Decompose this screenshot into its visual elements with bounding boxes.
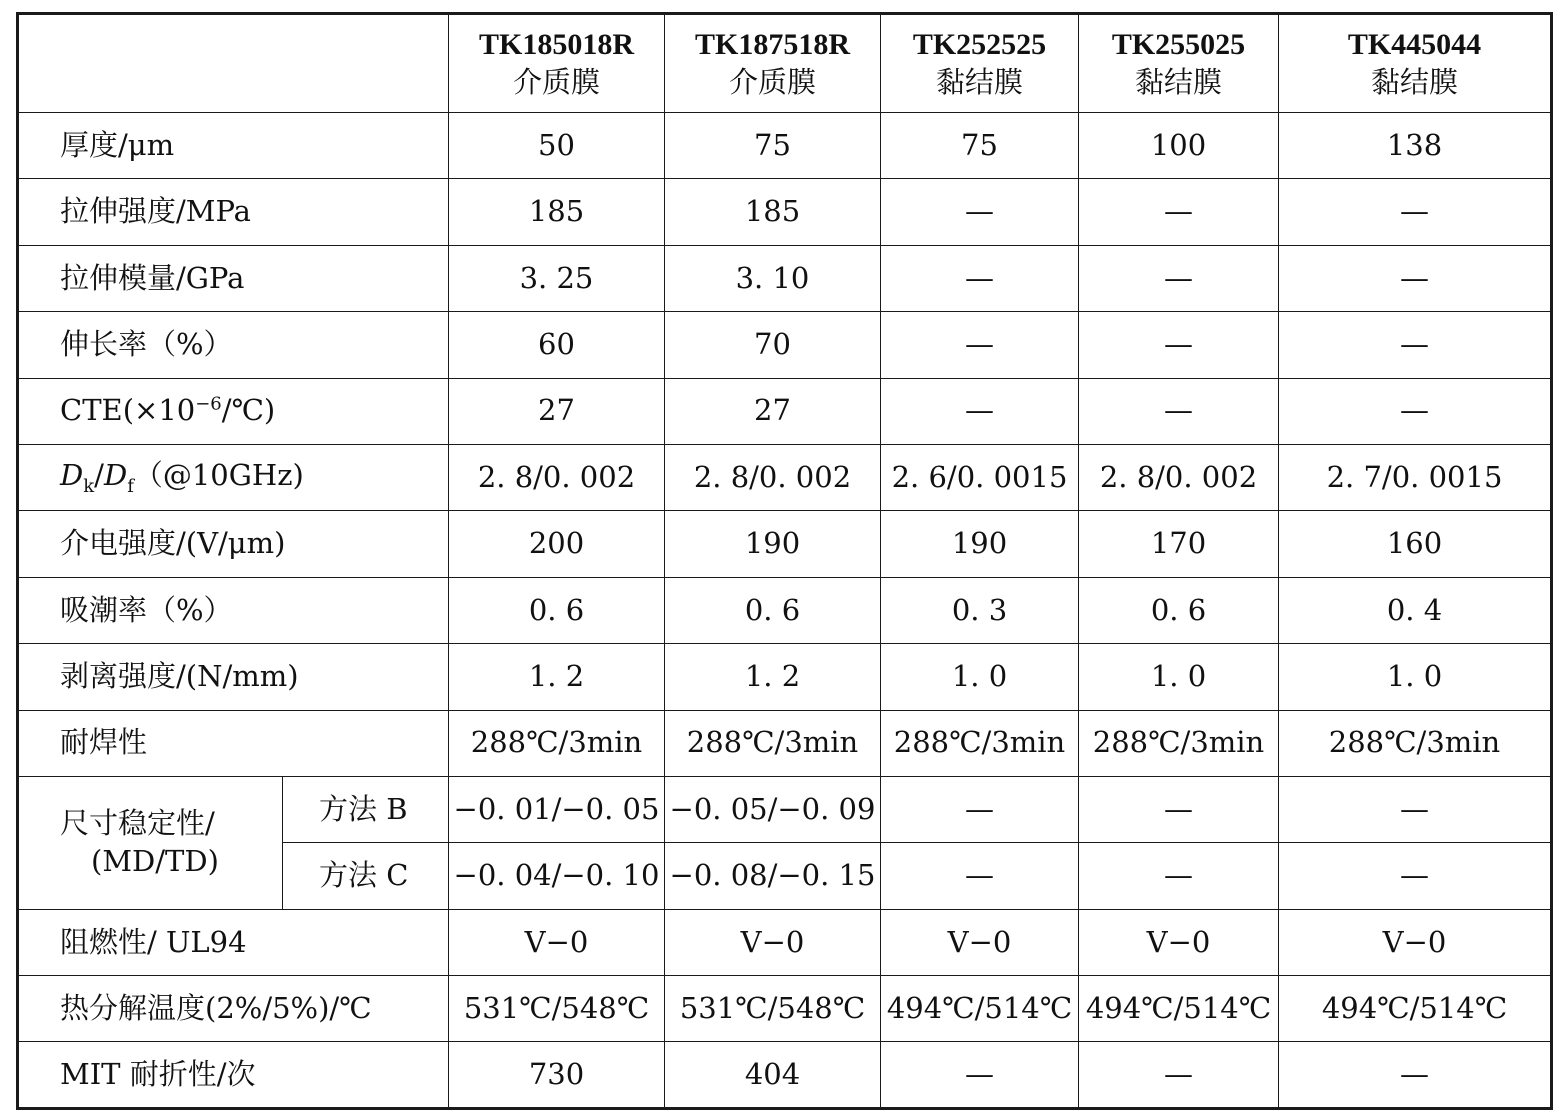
table-row bbox=[18, 378, 1552, 444]
table-cell: 531℃/548℃ bbox=[665, 976, 881, 1042]
table-cell: 494℃/514℃ bbox=[1279, 976, 1552, 1042]
table-cell: 0. 6 bbox=[449, 577, 665, 643]
table-cell: −0. 04/−0. 10 bbox=[449, 843, 665, 909]
table-cell: 3. 25 bbox=[449, 245, 665, 311]
table-cell: — bbox=[1079, 378, 1279, 444]
table-cell: 27 bbox=[665, 378, 881, 444]
table-cell: — bbox=[881, 245, 1079, 311]
table-row bbox=[18, 113, 1552, 179]
table-row bbox=[18, 710, 1552, 776]
table-row bbox=[18, 1042, 1552, 1108]
table-cell: 190 bbox=[881, 511, 1079, 577]
table-cell: — bbox=[1079, 1042, 1279, 1108]
table-cell: −0. 01/−0. 05 bbox=[449, 776, 665, 842]
table-cell: 1. 0 bbox=[1279, 644, 1552, 710]
table-cell: V−0 bbox=[665, 909, 881, 975]
column-header: TK252525 黏结膜 bbox=[881, 14, 1079, 113]
table-cell: 288℃/3min bbox=[1279, 710, 1552, 776]
table-cell: 0. 3 bbox=[881, 577, 1079, 643]
table-row bbox=[18, 245, 1552, 311]
table-cell: 1. 2 bbox=[665, 644, 881, 710]
table-cell: — bbox=[881, 1042, 1079, 1108]
header-row bbox=[18, 14, 1552, 113]
table-cell: — bbox=[1079, 843, 1279, 909]
table-cell: V−0 bbox=[881, 909, 1079, 975]
table-cell: 288℃/3min bbox=[665, 710, 881, 776]
table-cell: 185 bbox=[665, 179, 881, 245]
table-cell: — bbox=[881, 312, 1079, 378]
table-cell: — bbox=[1279, 776, 1552, 842]
row-label: $D_k/D_f(@10GHz)$ bbox=[18, 444, 449, 510]
table-row bbox=[18, 444, 1552, 510]
table-cell: 2. 8/0. 002 bbox=[449, 444, 665, 510]
table-cell: −0. 05/−0. 09 bbox=[665, 776, 881, 842]
table-cell: 138 bbox=[1279, 113, 1552, 179]
table-cell: — bbox=[881, 843, 1079, 909]
table-cell: 2. 7/0. 0015 bbox=[1279, 444, 1552, 510]
table-row bbox=[18, 179, 1552, 245]
table-cell: — bbox=[881, 378, 1079, 444]
row-label: 拉伸强度/MPa bbox=[18, 179, 449, 245]
table-cell: — bbox=[1279, 843, 1552, 909]
table-cell: 2. 8/0. 002 bbox=[1079, 444, 1279, 510]
row-label: 剥离强度/(N/mm) bbox=[18, 644, 449, 710]
row-label: MIT 耐折性/次 bbox=[18, 1042, 449, 1108]
table-cell: 100 bbox=[1079, 113, 1279, 179]
table-cell: 185 bbox=[449, 179, 665, 245]
table-cell: — bbox=[1079, 776, 1279, 842]
table-cell: 2. 6/0. 0015 bbox=[881, 444, 1079, 510]
table-cell: 1. 0 bbox=[881, 644, 1079, 710]
table-cell: — bbox=[1079, 179, 1279, 245]
column-header: TK445044 黏结膜 bbox=[1279, 14, 1552, 113]
table-row bbox=[18, 511, 1552, 577]
table-cell: V−0 bbox=[449, 909, 665, 975]
table-cell: 200 bbox=[449, 511, 665, 577]
method-label: 方法 C bbox=[283, 843, 449, 909]
table-cell: — bbox=[881, 179, 1079, 245]
row-label: 吸潮率（%） bbox=[18, 577, 449, 643]
table-cell: 190 bbox=[665, 511, 881, 577]
row-label: 耐焊性 bbox=[18, 710, 449, 776]
table-cell: 2. 8/0. 002 bbox=[665, 444, 881, 510]
row-label: 热分解温度(2%/5%)/℃ bbox=[18, 976, 449, 1042]
row-label: 阻燃性/ UL94 bbox=[18, 909, 449, 975]
table-cell: 730 bbox=[449, 1042, 665, 1108]
table-row bbox=[18, 577, 1552, 643]
table-cell: 170 bbox=[1079, 511, 1279, 577]
row-label: 介电强度/(V/μm) bbox=[18, 511, 449, 577]
table-cell: — bbox=[1279, 179, 1552, 245]
table-cell: 0. 6 bbox=[1079, 577, 1279, 643]
table-cell: 1. 0 bbox=[1079, 644, 1279, 710]
table-cell: 0. 6 bbox=[665, 577, 881, 643]
table-cell: 0. 4 bbox=[1279, 577, 1552, 643]
table-cell: — bbox=[1279, 378, 1552, 444]
properties-table bbox=[16, 12, 1553, 1110]
table-cell: 3. 10 bbox=[665, 245, 881, 311]
table-cell: — bbox=[1279, 1042, 1552, 1108]
column-header: TK187518R 介质膜 bbox=[665, 14, 881, 113]
table-cell: 27 bbox=[449, 378, 665, 444]
table-cell: — bbox=[1279, 312, 1552, 378]
table-cell: 1. 2 bbox=[449, 644, 665, 710]
corner-cell bbox=[18, 14, 449, 113]
table-cell: 404 bbox=[665, 1042, 881, 1108]
row-label: 伸长率（%） bbox=[18, 312, 449, 378]
row-label: $CTE(\times 10^{-6}/℃)$ bbox=[18, 378, 449, 444]
table-cell: — bbox=[1279, 245, 1552, 311]
row-label: 厚度/μm bbox=[18, 113, 449, 179]
table-cell: V−0 bbox=[1279, 909, 1552, 975]
row-label: 拉伸模量/GPa bbox=[18, 245, 449, 311]
table-cell: 288℃/3min bbox=[881, 710, 1079, 776]
table-cell: 160 bbox=[1279, 511, 1552, 577]
row-label-dimensional-stability: 尺寸稳定性/ (MD/TD) bbox=[18, 776, 283, 909]
table-cell: 60 bbox=[449, 312, 665, 378]
column-header: TK255025 黏结膜 bbox=[1079, 14, 1279, 113]
table-cell: — bbox=[1079, 312, 1279, 378]
table-row bbox=[18, 909, 1552, 975]
table-cell: 70 bbox=[665, 312, 881, 378]
table-cell: — bbox=[881, 776, 1079, 842]
table-cell: −0. 08/−0. 15 bbox=[665, 843, 881, 909]
table-cell: 75 bbox=[881, 113, 1079, 179]
table-row bbox=[18, 644, 1552, 710]
table-row bbox=[18, 776, 1552, 842]
table-row bbox=[18, 976, 1552, 1042]
table-cell: 75 bbox=[665, 113, 881, 179]
table-cell: 494℃/514℃ bbox=[881, 976, 1079, 1042]
table-cell: — bbox=[1079, 245, 1279, 311]
table-cell: 531℃/548℃ bbox=[449, 976, 665, 1042]
table-cell: 288℃/3min bbox=[1079, 710, 1279, 776]
table-cell: 288℃/3min bbox=[449, 710, 665, 776]
column-header: TK185018R 介质膜 bbox=[449, 14, 665, 113]
table-cell: 50 bbox=[449, 113, 665, 179]
table-cell: 494℃/514℃ bbox=[1079, 976, 1279, 1042]
table-cell: V−0 bbox=[1079, 909, 1279, 975]
table-row bbox=[18, 312, 1552, 378]
method-label: 方法 B bbox=[283, 776, 449, 842]
